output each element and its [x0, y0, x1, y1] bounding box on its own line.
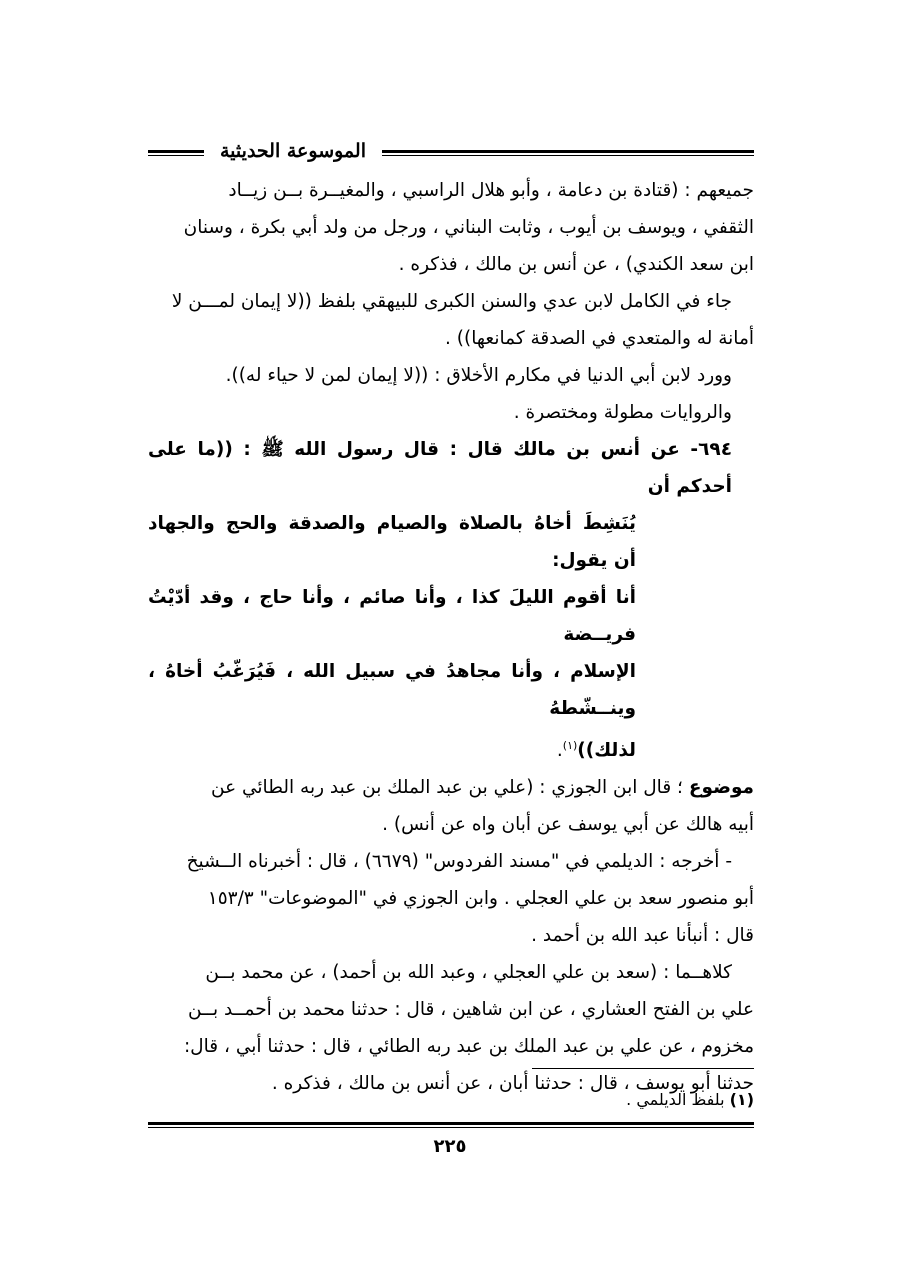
paragraph-mawdu	[148, 769, 754, 843]
hadith-line: لذلك))	[577, 740, 636, 762]
footnote	[148, 1090, 754, 1109]
paragraph-kilahuma	[148, 954, 754, 1102]
header-rule-left	[148, 150, 204, 156]
text-line: - أخرجه : الديلمي في "مسند الفردوس" (٦٦٧٩) ، قال : أخبرناه الــشيخ	[186, 851, 732, 873]
page-body	[148, 172, 754, 1102]
footnote-text: بلفظ الديلمي .	[626, 1090, 725, 1109]
hadith-694	[148, 431, 754, 769]
hadith-line: ٦٩٤- عن أنس بن مالك قال : قال رسول الله ﷺ : ((ما على أحدكم أن	[148, 439, 732, 497]
text-line: حدثنا أبو يوسف ، قال : حدثنا أبان ، عن أنس بن مالك ، فذكره .	[271, 1073, 754, 1095]
footer-rule	[148, 1122, 754, 1128]
text-line: ابن سعد الكندي) ، عن أنس بن مالك ، فذكره .	[398, 254, 754, 275]
text-line: وورد لابن أبي الدنيا في مكارم الأخلاق : ((لا إيمان لمن لا حياء له)).	[225, 365, 732, 386]
text-line: كلاهــما : (سعد بن علي العجلي ، وعبد الله بن أحمد) ، عن محمد بــن	[205, 962, 732, 984]
paragraph-kamil	[148, 283, 754, 357]
text-line: والروايات مطولة ومختصرة .	[513, 402, 732, 423]
paragraph-makarim	[148, 357, 754, 431]
text-line: جاء في الكامل لابن عدي والسنن الكبرى للبيهقي بلفظ ((لا إيمان لمـــن لا	[171, 291, 732, 312]
paragraph-narrators	[148, 172, 754, 283]
paragraph-takhrij	[148, 843, 754, 954]
text-line: الثقفي ، ويوسف بن أيوب ، وثابت البناني ، ورجل من ولد أبي بكرة ، وسنان	[183, 217, 754, 238]
footnote-reference: (١)	[562, 739, 578, 752]
header-title: الموسوعة الحديثية	[220, 140, 366, 162]
text-line: قال : أنبأنا عبد الله بن أحمد .	[531, 925, 754, 947]
text-line: علي بن الفتح العشاري ، عن ابن شاهين ، قال : حدثنا محمد بن أحمــد بــن	[188, 999, 754, 1021]
text-line: مخزوم ، عن علي بن عبد الملك بن عبد ربه الطائي ، قال : حدثنا أبي ، قال:	[183, 1036, 754, 1058]
footnote-separator	[532, 1068, 754, 1069]
hadith-line: أنا أقوم الليلَ كذا ، وأنا صائم ، وأنا حاج ، وقد أدّيْتُ فريــضة	[148, 587, 636, 645]
text-line: ؛ قال ابن الجوزي : (علي بن عبد الملك بن عبد ربه الطائي عن	[210, 777, 683, 799]
text-line: أبيه هالك عن أبي يوسف عن أبان واه عن أنس) .	[382, 814, 754, 836]
text-line: جميعهم : (قتادة بن دعامة ، وأبو هلال الراسبي ، والمغيــرة بــن زيــاد	[228, 180, 754, 201]
text-line: أمانة له والمتعدي في الصدقة كمانعها)) .	[445, 328, 754, 349]
header-rule-right	[382, 150, 754, 156]
hadith-end: .	[556, 740, 563, 762]
grading-label: موضوع	[688, 777, 754, 799]
hadith-line: يُنَشِطَ أخاهُ بالصلاة والصيام والصدقة والحج والجهاد أن يقول:	[148, 513, 636, 571]
hadith-line: الإسلام ، وأنا مجاهدُ في سبيل الله ، فَيُرَغّبُ أخاهُ ، وينــشّطهُ	[148, 661, 636, 719]
footnote-number: (١)	[729, 1090, 754, 1109]
text-line: أبو منصور سعد بن علي العجلي . وابن الجوزي في "الموضوعات" ١٥٣/٣	[207, 888, 754, 910]
page-header	[148, 140, 754, 170]
page-number: ٢٢٥	[433, 1136, 467, 1157]
